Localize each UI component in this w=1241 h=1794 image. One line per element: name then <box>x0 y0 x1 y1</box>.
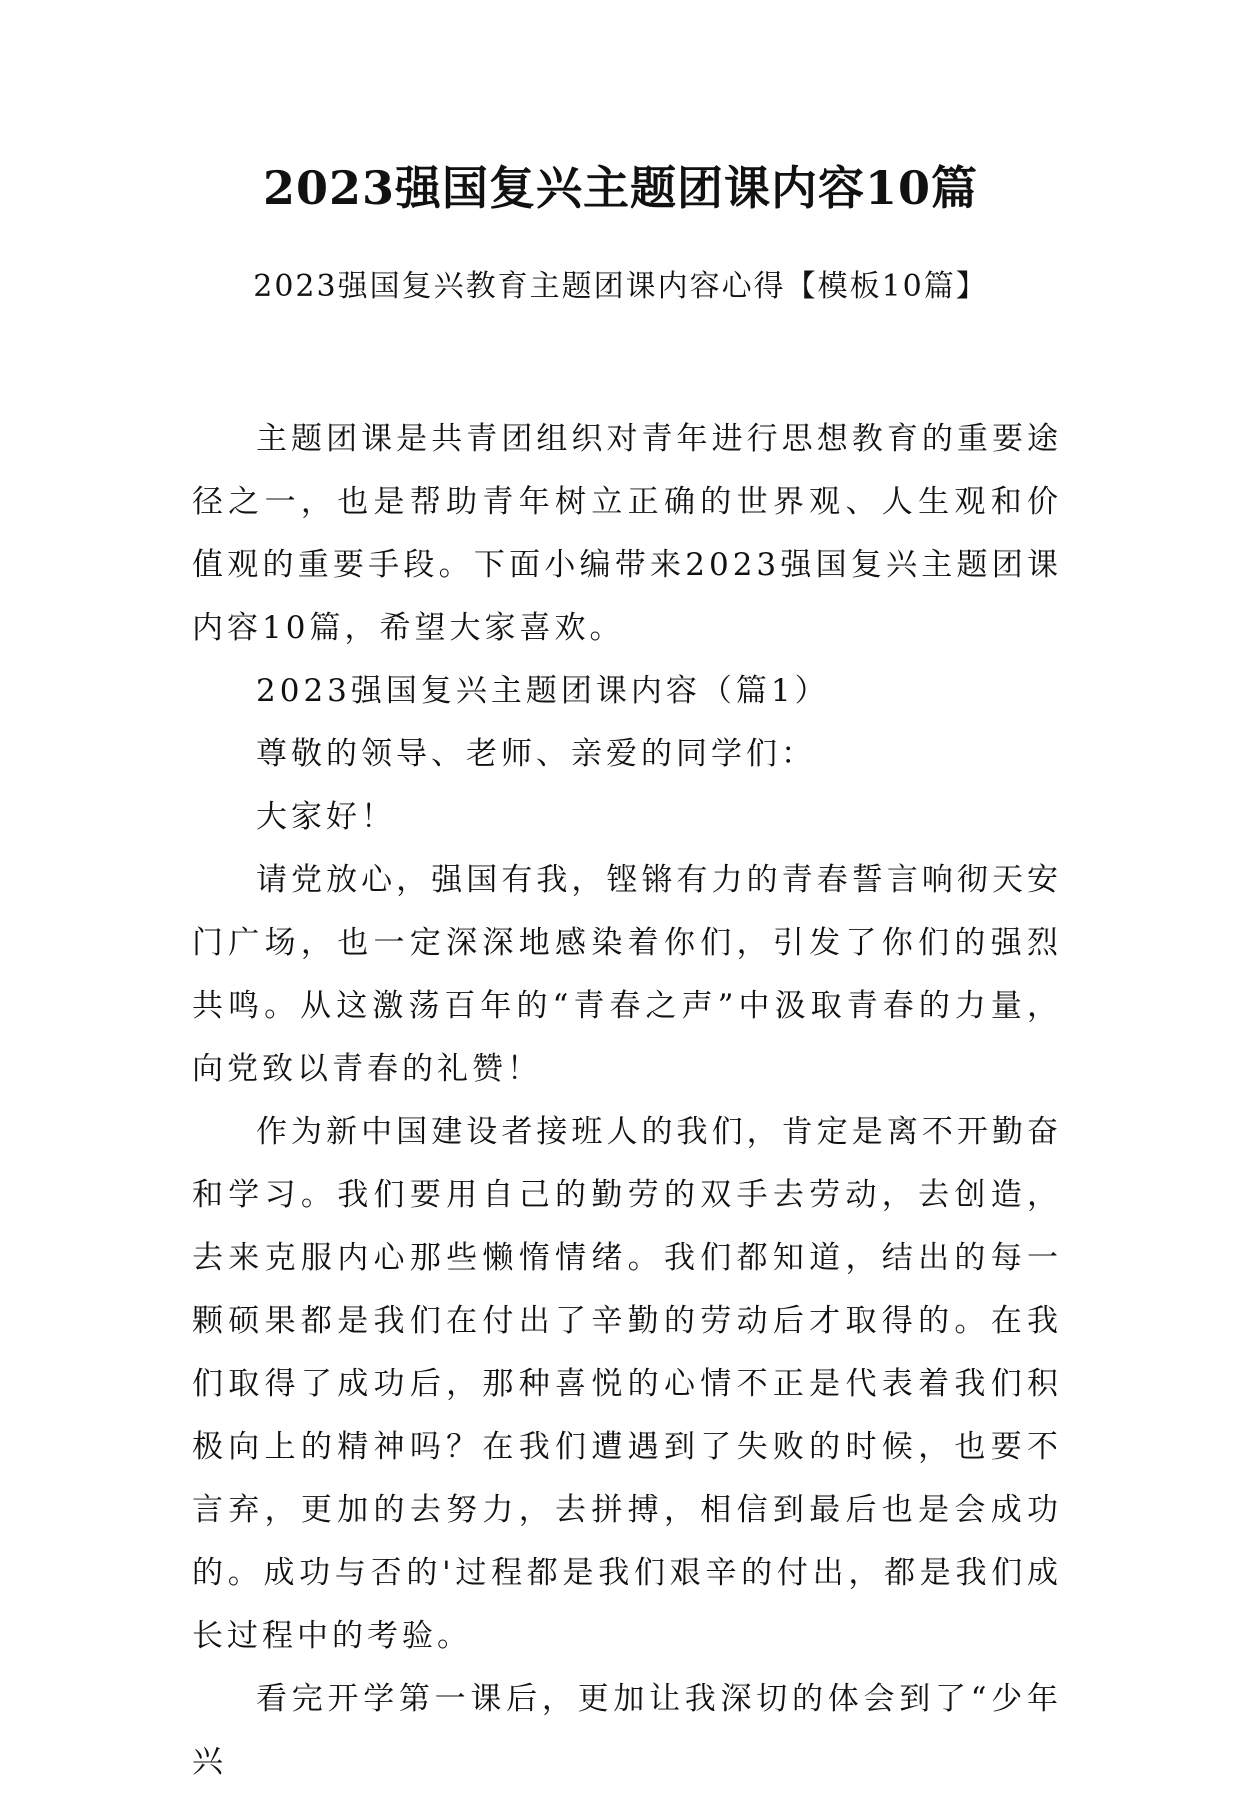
paragraph-section-heading: 2023强国复兴主题团课内容（篇1） <box>256 673 830 709</box>
paragraph-greeting: 大家好！ <box>256 799 396 835</box>
paragraph-body-1: 请党放心，强国有我，铿锵有力的青春誓言响彻天安门广场，也一定深深地感染着你们，引发了你们的强烈共鸣。从这激荡百年的“青春之声”中汲取青春的力量，向党致以青春的礼赞！ <box>192 862 1062 1087</box>
document-title: 2023强国复兴主题团课内容10篇 <box>262 161 979 215</box>
document-body <box>192 408 1062 1794</box>
paragraph-body-2: 作为新中国建设者接班人的我们，肯定是离不开勤奋和学习。我们要用自己的勤劳的双手去劳动，去创造，去来克服内心那些懒惰情绪。我们都知道，结出的每一颗硕果都是我们在付出了辛勤的劳动后才取得的。在我们取得了成功后，那种喜悦的心情不正是代表着我们积极向上的精神吗？在我们遭遇到了失败的时候，也要不言弃，更加的去努力，去拼搏，相信到最后也是会成功的。成功与否的'过程都是我们艰辛的付出，都是我们成长过程中的考验。 <box>192 1114 1062 1654</box>
paragraph-intro: 主题团课是共青团组织对青年进行思想教育的重要途径之一，也是帮助青年树立正确的世界观、人生观和价值观的重要手段。下面小编带来2023强国复兴主题团课内容10篇，希望大家喜欢。 <box>192 421 1062 646</box>
paragraph-body-3: 看完开学第一课后，更加让我深切的体会到了“少年兴 <box>192 1681 1062 1780</box>
document-subtitle: 2023强国复兴教育主题团课内容心得【模板10篇】 <box>253 269 988 304</box>
paragraph-salutation: 尊敬的领导、老师、亲爱的同学们： <box>256 736 816 772</box>
